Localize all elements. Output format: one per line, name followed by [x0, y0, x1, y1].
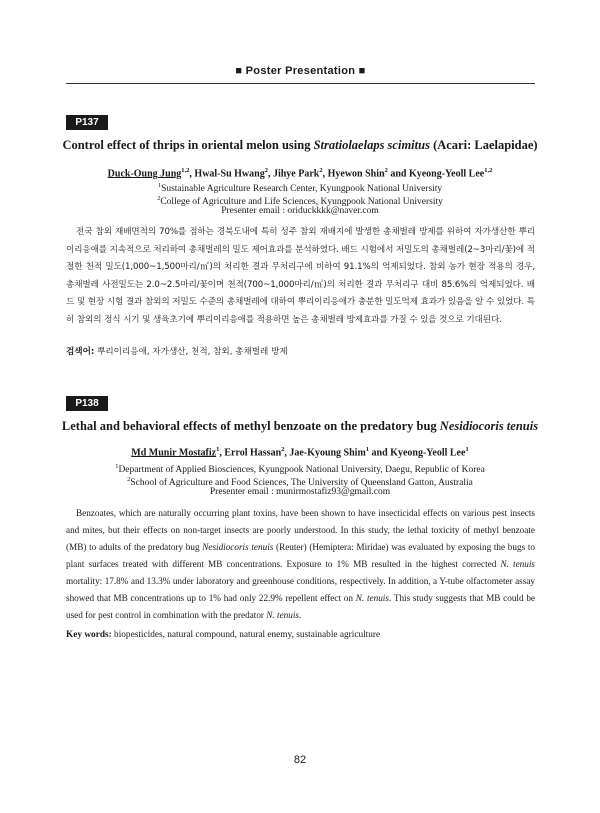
affil-sup: 2 [157, 195, 161, 202]
affil-sup: 1 [115, 463, 119, 470]
author-name: Jae-Kyoung Shim [289, 447, 366, 459]
author-separator: , [267, 168, 273, 180]
keywords-label: 검색어: [66, 347, 95, 357]
abstract-p138 [66, 505, 535, 624]
keywords-p137 [66, 345, 535, 359]
affil-text: College of Agriculture and Life Sciences, Kyungpook National University [160, 197, 443, 208]
author-affil-sup: 2 [264, 167, 268, 174]
author-separator: , [189, 168, 195, 180]
author-name: Kyeong-Yeoll Lee [408, 168, 485, 180]
keywords-p138 [66, 628, 535, 642]
abstract-text: Benzoates, which are naturally occurring plant toxins, have been shown to have insecticidal effects on various pest insects and mites, but their effects on non-target insects are poorly understood. In this study, the lethal toxicity of methyl benzoate (MB) to adults of the predatory bug [66, 508, 535, 552]
presenter-email-p137: Presenter email : oriduckkkk@naver.com [221, 206, 379, 216]
header-divider [66, 83, 535, 84]
title-text: Control effect of thrips in oriental melon using [62, 138, 314, 152]
keywords-label: Key words: [66, 630, 112, 640]
author-affil-sup: 2 [319, 167, 323, 174]
author-separator: and [369, 447, 391, 459]
author-affil-sup: 2 [384, 167, 388, 174]
author-name: Jihye Park [272, 168, 320, 180]
abstract-species: N. tenuis [500, 559, 535, 569]
keywords-list: biopesticides, natural compound, natural enemy, sustainable agriculture [111, 630, 381, 640]
author-name: Errol Hassan [224, 447, 282, 459]
author-name: Hwal-Su Hwang [194, 168, 265, 180]
author-separator: , [284, 447, 290, 459]
page-number: 82 [293, 754, 307, 766]
affil-text: Department of Applied Biosciences, Kyungpook National University, Daegu, Republic of Korea [118, 465, 485, 476]
title-text-tail: (Acari: Laelapidae) [429, 138, 538, 152]
affil-text: Sustainable Agriculture Research Center, Kyungpook National University [161, 184, 443, 195]
author-name: Hyewon Shin [327, 168, 385, 180]
author-separator: and [387, 168, 409, 180]
title-text: Lethal and behavioral effects of methyl benzoate on the predatory bug [61, 419, 440, 433]
abstract-p137: 전국 참외 재배면적의 70%를 점하는 경북도내에 특히 성주 참외 재배지에 발생한 총채벌레 방제를 위하여 자가생산한 뿌리이리응애를 지속적으로 처리하여 총채벌레의 밀도 제어효과를 분석하였다. 배드 시험에서 저밀도의 총채벌레(2~3마리/꽃)에 적절한 천적 밀도(1,000~1,500마리/㎡)의 처리한 결과 무처리구에 비하여 91.1%의 억제되었다. 참외 농가 현장 적용의 경우, 총채벌레 사전밀도는 2.0~2.5마리/꽃이며 천적(700~1,000마리/㎡)의 처리한 결과 무처리구 대비 85.6%의 억제되었다. 배드 및 현장 시험 결과 참외의 저밀도 수준의 총채벌레에 대하여 뿌리이리응애가 충분한 밀도억제 효과가 있음을 알 수 있었다. 특히 참외의 정식 시기 및 생육초기에 뿌리이리응애를 적용하면 높은 총채벌레 방제효과를 가질 수 있을 것으로 기대된다. [66, 227, 535, 325]
affil-sup: 1 [157, 182, 162, 189]
abstract-text: . [298, 610, 302, 620]
author-list-p138 [40, 443, 560, 460]
abstract-species: N. tenuis [355, 593, 389, 603]
abstract-text: mortality: 17.8% and 13.3% under laboratory and greenhouse conditions, respectively. In addition, a Y-tube olfactometer assay showed that MB concentrations up to 1% had only 22.9% repellent effect on [66, 576, 535, 603]
author-separator: , [219, 447, 225, 459]
author-affil-sup: 1 [365, 446, 370, 453]
author-affil-sup: 2 [281, 446, 285, 453]
paper-title-p137 [40, 137, 560, 153]
author-affil-sup: 1 [465, 446, 469, 453]
affil-text: School of Agriculture and Food Sciences, The University of Queensland Gatton, Australia [130, 478, 473, 489]
poster-badge-p137: P137 [66, 115, 108, 130]
abstract-text: . This study suggests that MB could be used for pest control in combination with the predator [66, 593, 536, 620]
title-species: Stratiolaelaps scimitus [313, 138, 430, 152]
author-name: Kyeong-Yeoll Lee [390, 447, 466, 459]
affil-sup: 2 [127, 476, 131, 483]
abstract-text: (Reuter) (Hemiptera: Miridae) was evaluated by exposing the bugs to plant surfaces treated with different MB concentrations. Exposure to 1% MB resulted in the highest corrected [66, 542, 535, 569]
section-header: ■ Poster Presentation ■ [235, 65, 366, 77]
author-name: Md Munir Mostafiz [131, 447, 217, 459]
paper-title-p138 [40, 418, 560, 434]
poster-badge-p138: P138 [66, 396, 108, 411]
abstract-species: Nesidiocoris tenuis [202, 542, 274, 552]
author-separator: , [322, 168, 328, 180]
abstract-species: N. tenuis [266, 610, 299, 620]
keywords-list: 뿌리이리응애, 자가생산, 천적, 참외, 총채벌레 방제 [94, 347, 288, 357]
author-affil-sup: 1,2 [181, 167, 190, 174]
author-name: Duck-Oung Jung [107, 168, 182, 180]
author-affil-sup: 1,2 [484, 167, 493, 174]
presenter-email-p138: Presenter email : munirmostafiz93@gmail.com [209, 487, 391, 497]
title-species: Nesidiocoris tenuis [439, 419, 539, 433]
author-affil-sup: 1 [216, 446, 220, 453]
